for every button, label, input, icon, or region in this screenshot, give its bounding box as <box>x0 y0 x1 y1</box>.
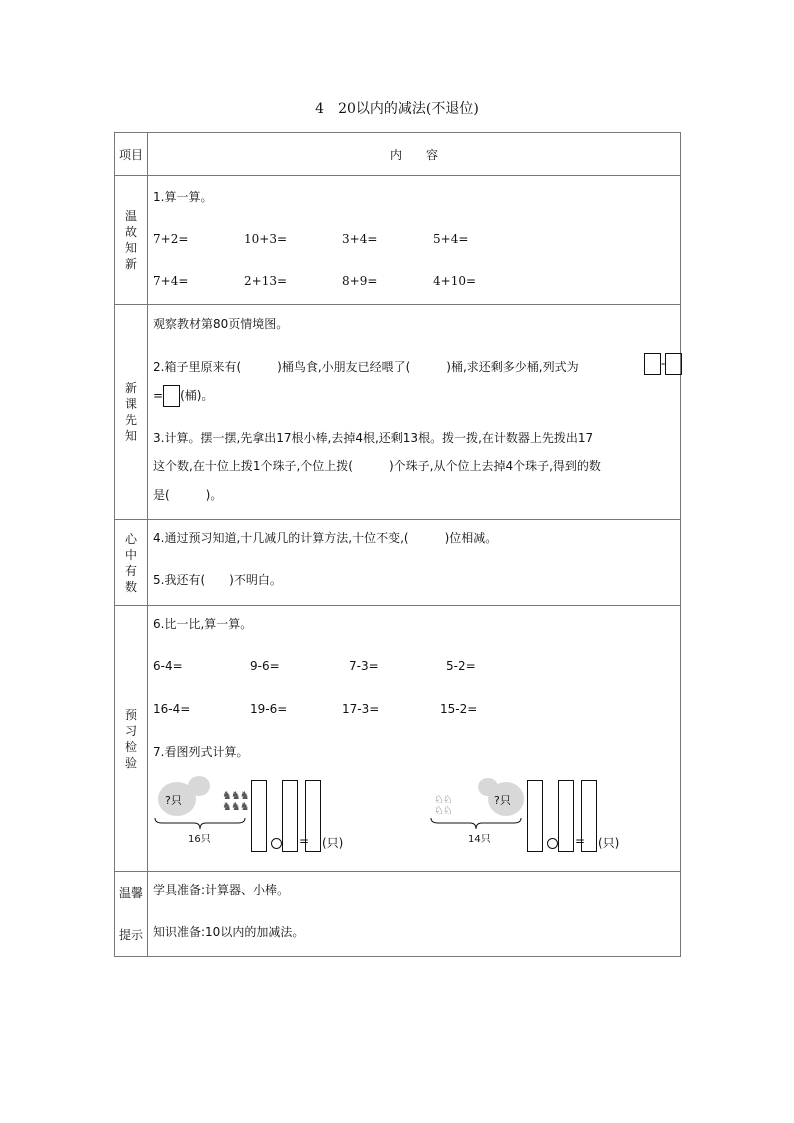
review-label: 温故知新 <box>124 209 137 271</box>
check-eq-2-1: 16-4= <box>153 702 191 716</box>
q2-result-line <box>153 385 213 407</box>
pic1-unit: (只) <box>322 836 344 850</box>
review-eq-1-4: 5+4= <box>433 232 469 246</box>
q3-line-1: 3.计算。摆一摆,先拿出17根小棒,去掉4根,还剩13根。拨一拨,在计数器上先拨出17 <box>153 431 594 445</box>
pic2-squirrels-image: ♘♘ ♘♘ <box>434 793 452 817</box>
pic1-operator-circle[interactable] <box>271 838 282 849</box>
review-row <box>115 176 681 305</box>
mind-label: 心中有数 <box>124 531 137 594</box>
q2-minus-sign: - <box>661 356 666 371</box>
newlesson-label-cell <box>115 305 148 520</box>
review-eq-2-1: 7+4= <box>153 274 189 288</box>
check-label: 预习检验 <box>124 707 137 770</box>
review-content-cell <box>148 176 681 305</box>
header-content-label: 内 容 <box>389 147 438 162</box>
review-eq-1-2: 10+3= <box>244 232 288 246</box>
check-eq-2-2: 19-6= <box>250 702 288 716</box>
q2-answer-boxes <box>644 353 682 375</box>
pic2-brace-icon <box>430 816 522 830</box>
newlesson-content-cell <box>148 305 681 520</box>
check-label-cell <box>115 606 148 872</box>
review-eq-2-2: 2+13= <box>244 274 288 288</box>
q3-line-2: 这个数,在十位上拨1个珠子,个位上拨( )个珠子,从个位上去掉4个珠子,得到的数 <box>153 459 601 473</box>
check-eq-2-4: 15-2= <box>440 702 478 716</box>
worksheet-table <box>114 132 681 957</box>
review-eq-1-1: 7+2= <box>153 232 189 246</box>
check-content-cell <box>148 606 681 872</box>
pic1-box-1[interactable] <box>251 780 267 852</box>
check-eq-1-4: 5-2= <box>446 659 476 673</box>
tips-line-2: 知识准备:10以内的加减法。 <box>153 925 305 939</box>
mind-row <box>115 520 681 606</box>
page-title: 4 20以内的减法(不退位) <box>315 101 479 117</box>
pic2-equals-sign: = <box>575 834 586 848</box>
tips-row <box>115 872 681 957</box>
review-eq-2-3: 8+9= <box>342 274 378 288</box>
header-col-item <box>115 133 148 176</box>
pic1-bubble-shape-2 <box>188 776 210 796</box>
pic2-bubble-text: ?只 <box>494 794 511 807</box>
pic1-bubble-text: ?只 <box>165 794 182 807</box>
tips-label-cell <box>115 872 148 957</box>
pic2-box-3[interactable] <box>581 780 597 852</box>
pic2-unit: (只) <box>598 836 620 850</box>
check-row <box>115 606 681 872</box>
header-col-content <box>148 133 681 176</box>
q4-text: 4.通过预习知道,十几减几的计算方法,十位不变,( )位相减。 <box>153 531 498 545</box>
check-eq-1-3: 7-3= <box>349 659 379 673</box>
check-eq-2-3: 17-3= <box>342 702 380 716</box>
pic2-total-label: 14只 <box>468 834 491 845</box>
review-eq-2-4: 4+10= <box>433 274 477 288</box>
pic1-box-2[interactable] <box>282 780 298 852</box>
mind-content-cell <box>148 520 681 606</box>
pic1-total-label: 16只 <box>188 834 211 845</box>
q2-equals-sign: = <box>153 388 164 403</box>
q1-text: 1.算一算。 <box>153 190 213 204</box>
pic1-brace-icon <box>154 816 246 830</box>
q5-text: 5.我还有( )不明白。 <box>153 573 282 587</box>
q7-text: 7.看图列式计算。 <box>153 745 249 759</box>
q2-box-3[interactable] <box>163 385 180 407</box>
header-item-label: 项目 <box>118 147 143 162</box>
pic2-box-2[interactable] <box>558 780 574 852</box>
pic2-operator-circle[interactable] <box>547 838 558 849</box>
check-eq-1-1: 6-4= <box>153 659 183 673</box>
q2-box-1[interactable] <box>644 353 661 375</box>
mind-label-cell <box>115 520 148 606</box>
pic1-box-3[interactable] <box>305 780 321 852</box>
tips-line-1: 学具准备:计算器、小棒。 <box>153 883 290 897</box>
newlesson-label: 新课先知 <box>124 381 137 443</box>
check-eq-1-2: 9-6= <box>250 659 280 673</box>
q2-text: 2.箱子里原来有( )桶鸟食,小朋友已经喂了( )桶,求还剩多少桶,列式为 <box>153 360 579 374</box>
tips-label-1: 温馨 <box>118 886 143 900</box>
review-eq-1-3: 3+4= <box>342 232 378 246</box>
pic2-box-1[interactable] <box>527 780 543 852</box>
pic1-equals-sign: = <box>299 834 310 848</box>
q3-line-3: 是( )。 <box>153 488 223 502</box>
tips-content-cell <box>148 872 681 957</box>
q6-text: 6.比一比,算一算。 <box>153 617 253 631</box>
intro-text: 观察教材第80页情境图。 <box>153 317 289 331</box>
pic1-rabbits-image: ♞♞♞ ♞♞♞ <box>222 789 249 813</box>
q2-box-2[interactable] <box>665 353 682 375</box>
review-label-cell <box>115 176 148 305</box>
tips-label-2: 提示 <box>118 928 143 942</box>
header-row <box>115 133 681 176</box>
q2-unit: (桶)。 <box>180 388 214 403</box>
newlesson-row <box>115 305 681 520</box>
